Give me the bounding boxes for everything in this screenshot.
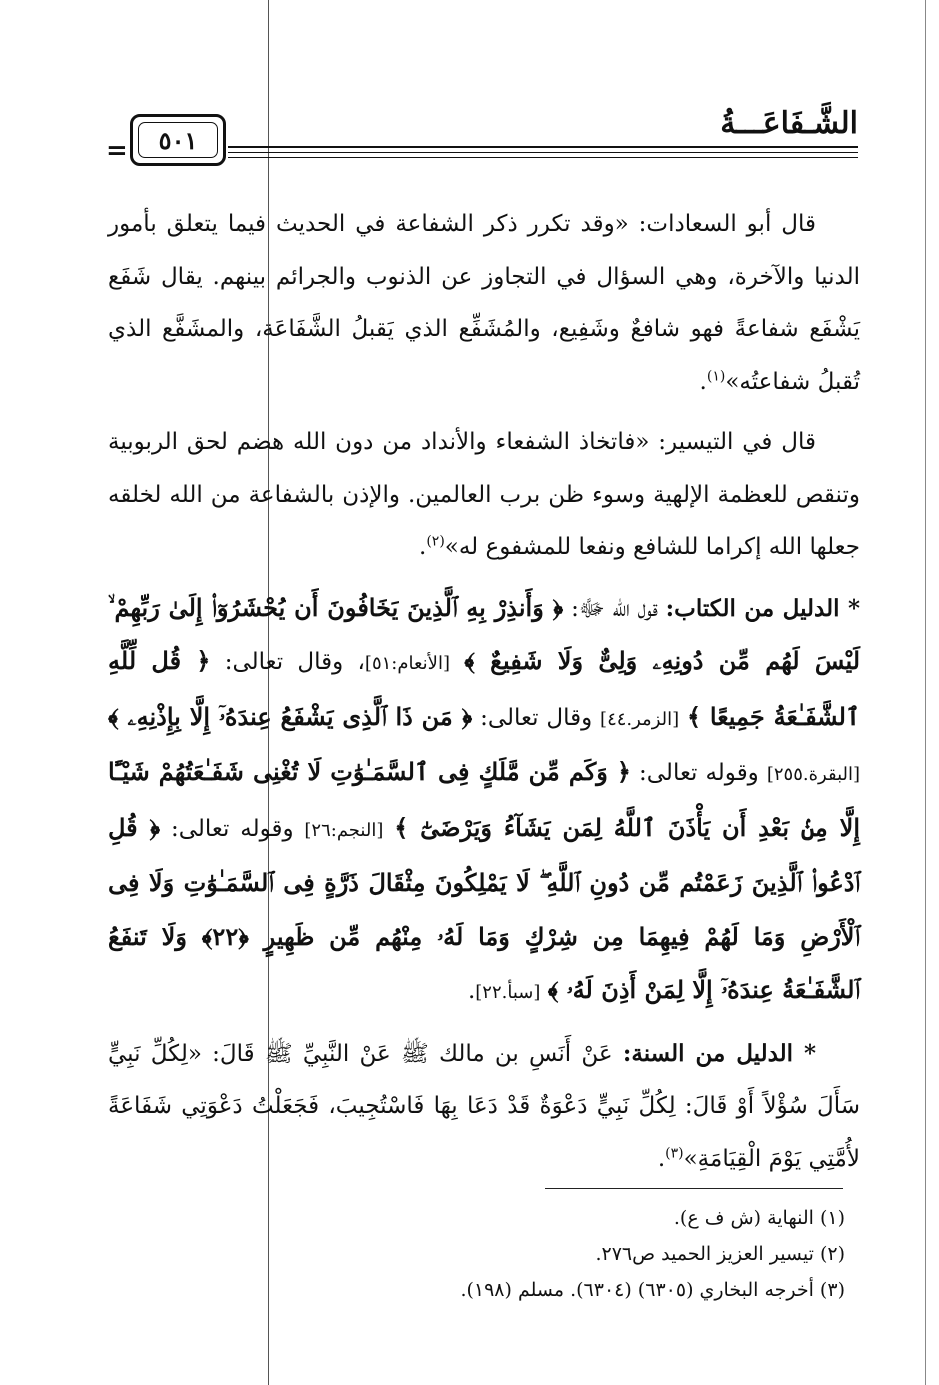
quran-verse: ﴿ مَن ذَا ٱلَّذِى يَشْفَعُ عِندَهُۥٓ إِلَّا بِإِذْنِهِۦ ﴾ xyxy=(108,701,473,731)
verse-reference: [البقرة.٢٥٥] xyxy=(766,764,861,785)
running-title: الشَّـفَاعَـــةُ xyxy=(720,106,858,141)
footnote-ref: (٢) xyxy=(426,533,445,550)
paragraph-quran-evidence xyxy=(108,582,860,1020)
verse-reference: [سبأ.٢٢] xyxy=(475,982,541,1003)
header-mark: = xyxy=(106,136,128,166)
section-label: * الدليل من الكتاب: xyxy=(665,594,861,622)
paragraph xyxy=(108,198,860,408)
footnote-ref: (١) xyxy=(706,367,726,384)
quran-verse: ﴿ وَأَنذِرْ بِهِ ٱلَّذِينَ يَخَافُونَ أَن يُحْشَرُوٓا۟ إِلَىٰ رَبِّهِمْ ۙ لَيْسَ لَهُم مِّن دُونِهِۦ وَلِىٌّ وَلَا شَفِيعٌ ﴾ xyxy=(108,592,861,675)
paragraph-end: . xyxy=(699,368,707,395)
footnote: (١) النهاية (ش ف ع). xyxy=(673,1207,845,1229)
page-number-box xyxy=(130,114,226,166)
footnote-separator xyxy=(545,1188,843,1189)
paragraph-text: وقوله تعالى: xyxy=(170,815,294,842)
header-rule xyxy=(228,152,858,153)
paragraph xyxy=(108,416,860,574)
footnote: (٢) تيسير العزيز الحميد ص٢٧٦. xyxy=(595,1243,845,1265)
paragraph-text: قال أبو السعادات: «وقد تكرر ذكر الشفاعة في الحديث فيما يتعلق بأمور الدنيا والآخرة، وهي السؤال في التجاوز عن الذنوب والجرائم بينهم. يقال شَفَع يَشْفَع شفاعةً فهو شافعٌ وشَفِيع، والمُشَفِّع الذي يَقبلُ الشَّفَاعَة، والمشَفَّع الذي تُقبلُ شفاعتُه» xyxy=(108,211,860,395)
quran-verse: ﴿ قُل لِّلَّهِ ٱلشَّفَـٰعَةُ جَمِيعًا ﴾ xyxy=(108,646,861,731)
paragraph-text: قول الله ﷻ: xyxy=(571,595,658,622)
main-text xyxy=(108,198,860,1193)
header-rule xyxy=(228,157,858,158)
paragraph-text: وقوله تعالى: xyxy=(639,760,759,786)
footnotes xyxy=(300,1200,845,1308)
paragraph-text: ، وقال تعالى: xyxy=(224,649,365,675)
paragraph-end: . xyxy=(657,1145,666,1172)
paragraph-text: قال في التيسير: «فاتخاذ الشفعاء والأنداد من دون الله هضم لحق الربوبية وتنقص للعظمة الإلهية وسوء ظن برب العالمين. والإذن بالشفاعة من الله لخلقه جعلها الله إكراما للشافع ونفعا للمشفوع له» xyxy=(108,429,860,560)
paragraph-sunnah-evidence xyxy=(108,1028,860,1186)
footnote-ref: (٣) xyxy=(665,1144,684,1161)
paragraph-end: . xyxy=(467,978,476,1004)
header-rule xyxy=(228,146,858,148)
footnote: (٣) أخرجه البخاري (٦٣٠٥) (٦٣٠٤). مسلم (١٩٨). xyxy=(460,1279,845,1301)
quran-verse: ﴿ وَكَم مِّن مَّلَكٍ فِى ٱلسَّمَـٰوَٰتِ لَا تُغْنِى شَفَـٰعَتُهُمْ شَيْـًٔا إِلَّا مِنۢ بَعْدِ أَن يَأْذَنَ ٱللَّهُ لِمَن يَشَآءُ وَيَرْضَىٰٓ ﴾ xyxy=(108,757,861,842)
verse-reference: [الأنعام:٥١] xyxy=(364,653,450,674)
verse-reference: [النجم:٢٦] xyxy=(304,819,384,841)
verse-reference: [الزمر.٤٤] xyxy=(600,708,680,730)
paragraph-text: وقال تعالى: xyxy=(480,704,593,731)
section-label: * الدليل من السنة: xyxy=(622,1039,817,1067)
paragraph-end: . xyxy=(419,534,427,560)
page-number: ٥٠١ xyxy=(138,122,218,158)
quran-verse: ﴿ قُلِ ٱدْعُوا۟ ٱلَّذِينَ زَعَمْتُم مِّن دُونِ ٱللَّهِ ۖ لَا يَمْلِكُونَ مِثْقَالَ ذَرَّةٍ فِى ٱلسَّمَـٰوَٰتِ وَلَا فِى ٱلْأَرْضِ وَمَا لَهُمْ فِيهِمَا مِن شِرْكٍ وَمَا لَهُۥ مِنْهُم مِّن ظَهِيرٍ ﴿٢٢﴾ وَلَا تَنفَعُ ٱلشَّفَـٰعَةُ عِندَهُۥٓ إِلَّا لِمَنْ أَذِنَ لَهُۥ ﴾ xyxy=(108,812,860,1004)
page-header xyxy=(108,102,858,172)
scan-line-right xyxy=(925,0,926,1385)
paragraph-text: عَنْ أَنَسِ بن مالك ﷺ عَنْ النَّبِيِّ ﷺ قَالَ: «لِكُلِّ نَبِيٍّ سَأَلَ سُؤْلاً أَوْ قَالَ: لِكُلِّ نَبِيٍّ دَعْوَةٌ قَدْ دَعَا بِهَا فَاسْتُجِيبَ، فَجَعَلْتُ دَعْوَتِي شَفَاعَةً لأُمَّتِي يَوْمَ الْقِيَامَةِ» xyxy=(108,1040,860,1172)
